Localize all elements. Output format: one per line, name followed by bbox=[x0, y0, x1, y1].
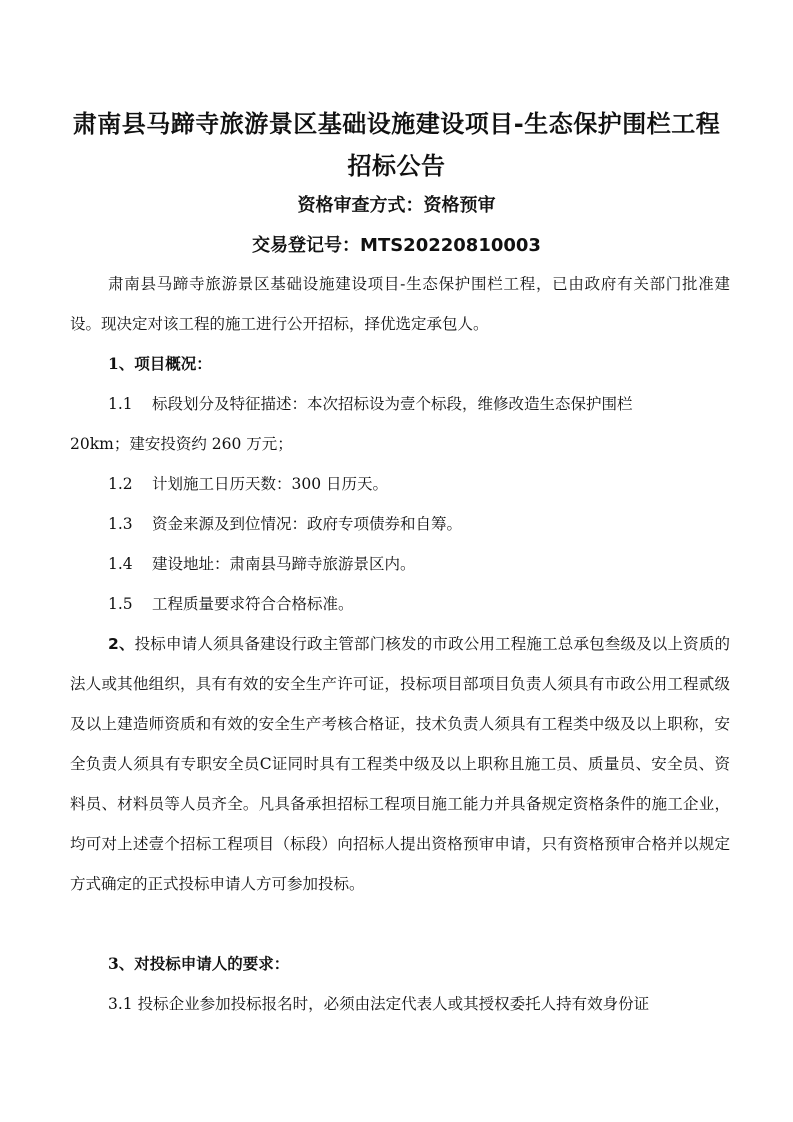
item-text: 计划施工日历天数：300 日历天。 bbox=[152, 475, 389, 493]
registration-number: 交易登记号：MTS20220810003 bbox=[252, 235, 541, 256]
item-number: 1.1 bbox=[108, 395, 133, 413]
item-1-2 bbox=[108, 464, 388, 504]
item-1-1 bbox=[108, 384, 633, 424]
item-number: 1.3 bbox=[108, 515, 133, 533]
section2-heading: 2、 bbox=[108, 635, 135, 653]
item-3-1: 3.1 投标企业参加投标报名时，必须由法定代表人或其授权委托人持有效身份证 bbox=[108, 995, 650, 1013]
intro-paragraph: 肃南县马蹄寺旅游景区基础设施建设项目-生态保护围栏工程，已由政府有关部门批准建设。现决定对该工程的施工进行公开招标，择优选定承包人。 bbox=[70, 275, 730, 333]
item-text: 标段划分及特征描述：本次招标设为壹个标段，维修改造生态保护围栏 bbox=[152, 395, 633, 413]
section1-heading: 1、项目概况： bbox=[108, 354, 212, 373]
item-number: 1.4 bbox=[108, 555, 133, 573]
item-text: 建设地址：肃南县马蹄寺旅游景区内。 bbox=[152, 555, 416, 573]
review-method: 资格审查方式：资格预审 bbox=[297, 195, 496, 216]
section2-text: 投标申请人须具备建设行政主管部门核发的市政公用工程施工总承包叁级及以上资质的法人或其他组织，具有有效的安全生产许可证，投标项目部项目负责人须具有市政公用工程贰级及以上建造师资质和有效的安全生产考核合格证，技术负责人须具有工程类中级及以上职称，安全负责人须具有专职安全员C证同时具有工程类中级及以上职称且施工员、质量员、安全员、资料员、材料员等人员齐全。凡具备承担招标工程项目施工能力并具备规定资格条件的施工企业，均可对上述壹个招标工程项目（标段）向招标人提出资格预审申请，只有资格预审合格并以规定方式确定的正式投标申请人方可参加投标。 bbox=[70, 635, 730, 893]
document-title-line1: 肃南县马蹄寺旅游景区基础设施建设项目-生态保护围栏工程 bbox=[72, 110, 721, 138]
item-text: 工程质量要求符合合格标准。 bbox=[152, 595, 354, 613]
document-title-line2: 招标公告 bbox=[347, 152, 446, 180]
item-number: 1.2 bbox=[108, 475, 133, 493]
item-1-5 bbox=[108, 584, 354, 624]
item-1-1-continued: 20km；建安投资约 260 万元； bbox=[70, 435, 293, 453]
item-1-4 bbox=[108, 544, 416, 584]
section3-heading: 3、对投标申请人的要求： bbox=[108, 954, 290, 973]
item-text: 资金来源及到位情况：政府专项债券和自筹。 bbox=[152, 515, 463, 533]
item-number: 1.5 bbox=[108, 595, 133, 613]
section2-paragraph bbox=[70, 624, 730, 904]
item-1-3 bbox=[108, 504, 462, 544]
